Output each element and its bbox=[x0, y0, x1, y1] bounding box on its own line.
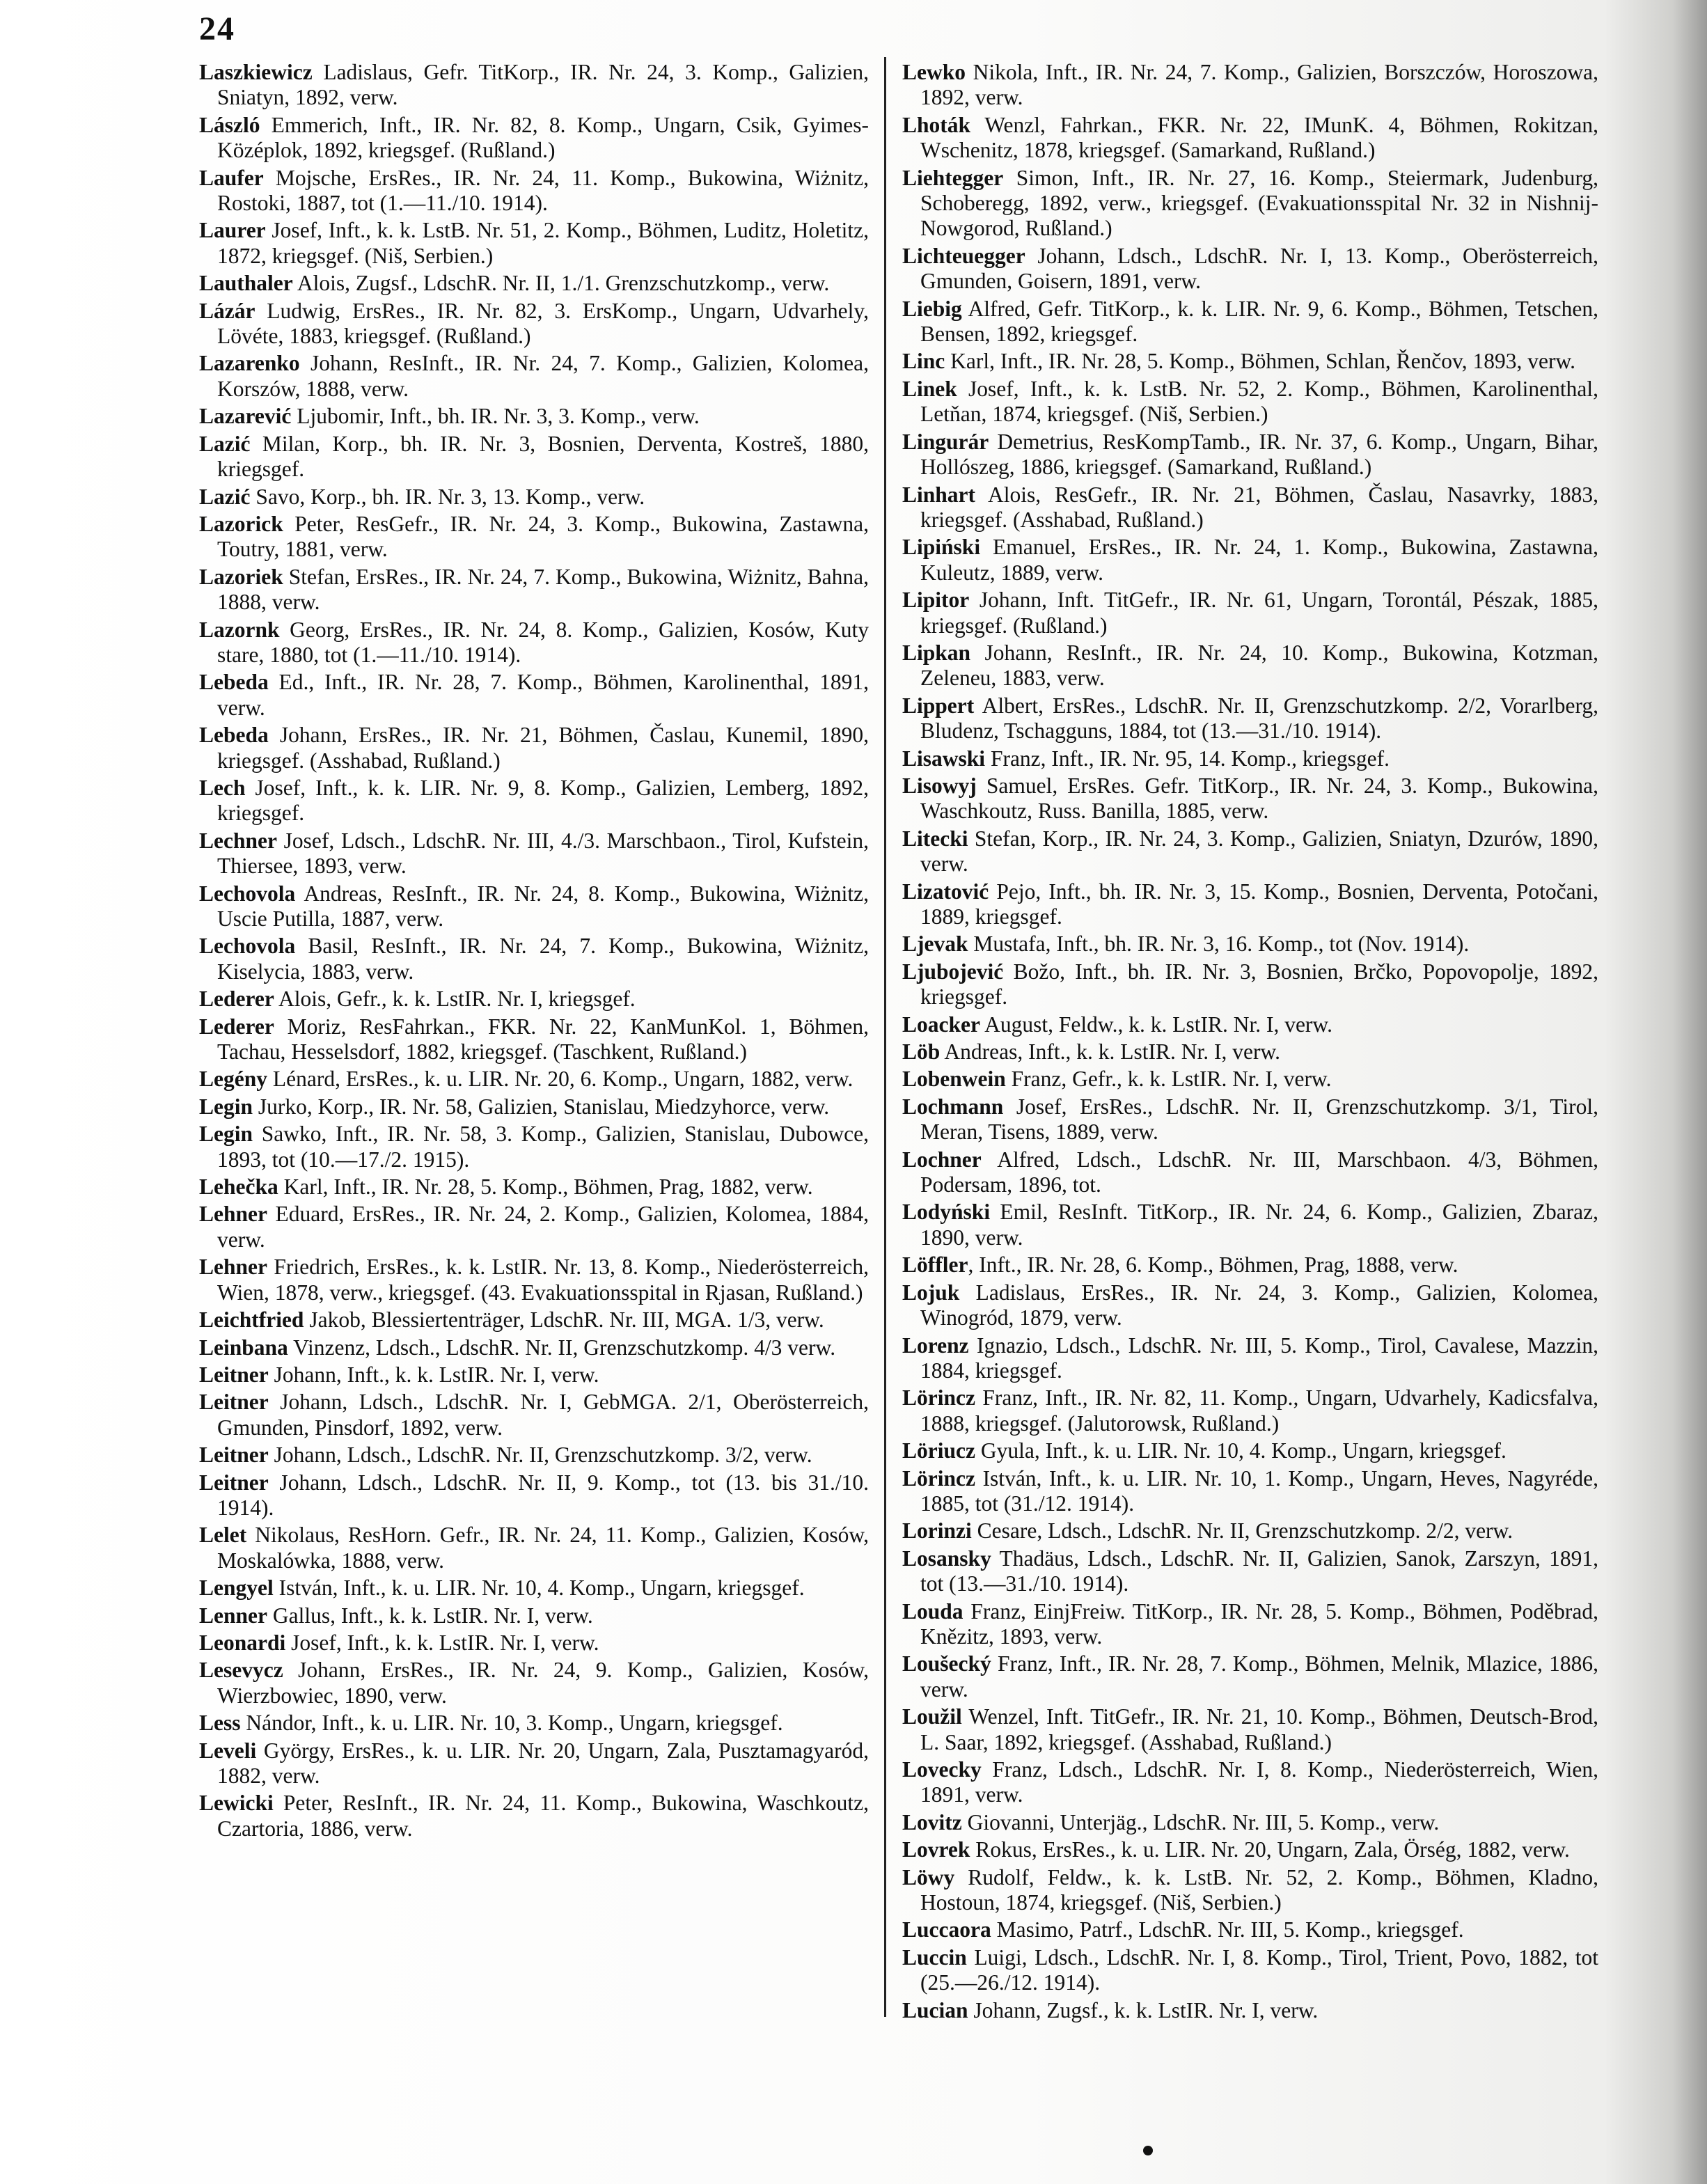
entry-details: Johann, ResInft., IR. Nr. 24, 10. Komp., Bukowina, Kotzman, Zeleneu, 1883, verw. bbox=[920, 640, 1598, 691]
entry-details: Rudolf, Feldw., k. k. LstB. Nr. 52, 2. Komp., Böhmen, Kladno, Hostoun, 1874, kriegsgef. (Niš, Serbien.) bbox=[920, 1864, 1598, 1915]
register-entry bbox=[199, 1603, 869, 1628]
entry-surname: Lovitz bbox=[902, 1809, 962, 1835]
entry-details: Johann, ErsRes., IR. Nr. 21, Böhmen, Časlau, Kunemil, 1890, kriegsgef. (Asshabad, Rußland.) bbox=[217, 723, 869, 773]
entry-details: Josef, Inft., k. k. LstB. Nr. 52, 2. Komp., Böhmen, Karolinenthal, Letňan, 1874, kriegsgef. (Niš, Serbien.) bbox=[920, 376, 1598, 427]
register-entry bbox=[199, 1443, 869, 1468]
entry-details: Gyula, Inft., k. u. LIR. Nr. 10, 4. Komp., Ungarn, kriegsgef. bbox=[975, 1438, 1507, 1463]
register-entry bbox=[199, 1067, 869, 1092]
entry-surname: Lazorick bbox=[199, 511, 283, 536]
entry-details: August, Feldw., k. k. LstIR. Nr. I, verw. bbox=[980, 1012, 1332, 1037]
register-entry bbox=[902, 349, 1598, 374]
page-number: 24 bbox=[199, 10, 235, 47]
register-entry bbox=[199, 218, 869, 269]
entry-surname: Linc bbox=[902, 349, 945, 374]
register-entry bbox=[199, 565, 869, 615]
right-column bbox=[902, 60, 1598, 2025]
left-column bbox=[199, 60, 869, 1844]
register-entry bbox=[199, 828, 869, 879]
register-entry bbox=[902, 297, 1598, 347]
register-entry bbox=[902, 430, 1598, 480]
entry-details: Rokus, ErsRes., k. u. LIR. Nr. 20, Ungarn, Zala, Örség, 1882, verw. bbox=[970, 1837, 1570, 1862]
entry-surname: Lingurár bbox=[902, 429, 989, 454]
entry-details: Giovanni, Unterjäg., LdschR. Nr. III, 5. Komp., verw. bbox=[961, 1809, 1440, 1835]
register-entry bbox=[902, 1757, 1598, 1808]
entry-details: , Inft., IR. Nr. 28, 6. Komp., Böhmen, Prag, 1888, verw. bbox=[968, 1252, 1458, 1278]
entry-surname: Lojuk bbox=[902, 1280, 960, 1305]
entry-details: Josef, Inft., k. k. LstB. Nr. 51, 2. Komp., Böhmen, Luditz, Holetitz, 1872, kriegsgef. (Niš, Serbien.) bbox=[217, 218, 869, 268]
entry-details: Franz, Inft., IR. Nr. 95, 14. Komp., kriegsgef. bbox=[985, 746, 1390, 771]
register-entry bbox=[199, 1014, 869, 1065]
entry-details: Josef, Inft., k. k. LIR. Nr. 9, 8. Komp., Galizien, Lemberg, 1892, kriegsgef. bbox=[217, 775, 869, 826]
entry-details: Sawko, Inft., IR. Nr. 58, 3. Komp., Galizien, Stanislau, Dubowce, 1893, tot (10.—17./2. 1915). bbox=[217, 1122, 869, 1172]
entry-details: Alois, ResGefr., IR. Nr. 21, Böhmen, Časlau, Nasavrky, 1883, kriegsgef. (Asshabad, Rußland.) bbox=[920, 482, 1598, 532]
entry-details: Basil, ResInft., IR. Nr. 24, 7. Komp., Bukowina, Wiżnitz, Kiselycia, 1883, verw. bbox=[217, 934, 869, 984]
register-entry bbox=[902, 1438, 1598, 1463]
entry-surname: Lewicki bbox=[199, 1791, 274, 1816]
register-entry bbox=[199, 113, 869, 164]
entry-surname: Louda bbox=[902, 1598, 963, 1624]
register-entry bbox=[199, 1307, 869, 1333]
entry-details: Pejo, Inft., bh. IR. Nr. 3, 15. Komp., Bosnien, Derventa, Potočani, 1889, kriegsgef. bbox=[920, 879, 1598, 929]
register-entry bbox=[902, 1546, 1598, 1597]
ink-dot bbox=[1143, 2146, 1153, 2155]
register-entry bbox=[199, 1470, 869, 1521]
entry-surname: Laufer bbox=[199, 165, 264, 190]
entry-surname: Lucian bbox=[902, 1997, 968, 2022]
entry-surname: Lazoriek bbox=[199, 564, 283, 589]
entry-details: Milan, Korp., bh. IR. Nr. 3, Bosnien, Derventa, Kostreš, 1880, kriegsgef. bbox=[217, 431, 869, 482]
entry-surname: Lewko bbox=[902, 60, 966, 84]
register-entry bbox=[199, 432, 869, 482]
entry-surname: Lederer bbox=[199, 1014, 274, 1039]
register-entry bbox=[902, 166, 1598, 242]
entry-surname: Lichteuegger bbox=[902, 243, 1025, 268]
entry-surname: Lisawski bbox=[902, 746, 986, 771]
entry-surname: Lengyel bbox=[199, 1576, 274, 1601]
register-entry bbox=[902, 1865, 1598, 1916]
entry-surname: Legin bbox=[199, 1122, 253, 1147]
entry-surname: Lörincz bbox=[902, 1385, 975, 1411]
register-entry bbox=[902, 959, 1598, 1010]
entry-surname: Löwy bbox=[902, 1864, 955, 1890]
entry-surname: Lebeda bbox=[199, 723, 269, 748]
entry-surname: Lehner bbox=[199, 1255, 267, 1280]
entry-details: Johann, Ldsch., LdschR. Nr. II, Grenzschutzkomp. 3/2, verw. bbox=[268, 1443, 812, 1468]
register-entry bbox=[902, 588, 1598, 638]
entry-surname: Loacker bbox=[902, 1012, 980, 1037]
entry-details: Andreas, ResInft., IR. Nr. 24, 8. Komp., Bukowina, Wiżnitz, Uscie Putilla, 1887, verw. bbox=[217, 881, 869, 931]
entry-surname: Löffler bbox=[902, 1252, 968, 1278]
entry-details: Ludwig, ErsRes., IR. Nr. 82, 3. ErsKomp., Ungarn, Udvarhely, Lövéte, 1883, kriegsgef. (Rußland.) bbox=[217, 298, 869, 349]
register-entry bbox=[199, 485, 869, 510]
entry-surname: Leveli bbox=[199, 1738, 257, 1763]
entry-surname: Linek bbox=[902, 376, 957, 401]
entry-surname: Ljevak bbox=[902, 932, 968, 957]
entry-surname: Leitner bbox=[199, 1443, 269, 1468]
register-entry bbox=[199, 1738, 869, 1789]
register-entry bbox=[199, 1094, 869, 1120]
entry-details: István, Inft., k. u. LIR. Nr. 10, 1. Komp., Ungarn, Heves, Nagyréde, 1885, tot (31./12. 1914). bbox=[920, 1466, 1598, 1516]
register-entry bbox=[199, 1631, 869, 1656]
register-entry bbox=[199, 987, 869, 1012]
entry-details: Franz, Gefr., k. k. LstIR. Nr. I, verw. bbox=[1005, 1067, 1332, 1092]
entry-surname: Lázár bbox=[199, 298, 255, 323]
entry-details: Masimo, Patrf., LdschR. Nr. III, 5. Komp., kriegsgef. bbox=[991, 1917, 1464, 1942]
entry-surname: Laurer bbox=[199, 218, 266, 243]
register-entry bbox=[902, 1945, 1598, 1996]
entry-details: Karl, Inft., IR. Nr. 28, 5. Komp., Böhmen, Schlan, Řenčov, 1893, verw. bbox=[945, 349, 1576, 374]
entry-details: Albert, ErsRes., LdschR. Nr. II, Grenzschutzkomp. 2/2, Vorarlberg, Bludenz, Tschagguns, 1884, tot (13.—31./10. 1914). bbox=[920, 693, 1598, 744]
register-entry bbox=[199, 934, 869, 984]
entry-surname: Leitner bbox=[199, 1470, 269, 1495]
entry-details: Emmerich, Inft., IR. Nr. 82, 8. Komp., Ungarn, Csik, Gyimes-Középlok, 1892, kriegsgef. (Rußland.) bbox=[217, 112, 869, 163]
register-entry bbox=[902, 60, 1598, 111]
entry-details: Jakob, Blessiertenträger, LdschR. Nr. III, MGA. 1/3, verw. bbox=[304, 1307, 824, 1333]
entry-surname: Löriucz bbox=[902, 1438, 975, 1463]
entry-details: Johann, Ldsch., LdschR. Nr. I, 13. Komp., Oberösterreich, Gmunden, Goisern, 1891, verw. bbox=[920, 243, 1598, 294]
register-entry bbox=[199, 1658, 869, 1708]
entry-surname: Lizatović bbox=[902, 879, 989, 904]
entry-details: Johann, ResInft., IR. Nr. 24, 7. Komp., Galizien, Kolomea, Korszów, 1888, verw. bbox=[217, 351, 869, 401]
entry-surname: Lochmann bbox=[902, 1094, 1004, 1119]
register-entry bbox=[199, 1576, 869, 1601]
entry-details: Josef, ErsRes., LdschR. Nr. II, Grenzschutzkomp. 3/1, Tirol, Meran, Tisens, 1889, verw. bbox=[920, 1094, 1598, 1145]
entry-surname: Lechovola bbox=[199, 881, 296, 906]
entry-surname: Lodyński bbox=[902, 1200, 991, 1225]
entry-surname: László bbox=[199, 112, 260, 137]
entry-details: Eduard, ErsRes., IR. Nr. 24, 2. Komp., Galizien, Kolomea, 1884, verw. bbox=[217, 1202, 869, 1252]
entry-details: Moriz, ResFahrkan., FKR. Nr. 22, KanMunKol. 1, Böhmen, Tachau, Hesselsdorf, 1882, kriegsgef. (Taschkent, Rußland.) bbox=[217, 1014, 869, 1064]
entry-surname: Less bbox=[199, 1711, 241, 1736]
entry-details: Wenzl, Fahrkan., FKR. Nr. 22, IMunK. 4, Böhmen, Rokitzan, Wschenitz, 1878, kriegsgef. (Samarkand, Rußland.) bbox=[920, 112, 1598, 163]
entry-details: Josef, Ldsch., LdschR. Nr. III, 4./3. Marschbaon., Tirol, Kufstein, Thiersee, 1893, verw. bbox=[217, 828, 869, 879]
register-entry bbox=[902, 1333, 1598, 1384]
register-entry bbox=[199, 1711, 869, 1736]
entry-details: Luigi, Ldsch., LdschR. Nr. I, 8. Komp., Tirol, Trient, Povo, 1882, tot (25.—26./12. 1914). bbox=[920, 1945, 1598, 1995]
entry-surname: Lauthaler bbox=[199, 271, 293, 296]
register-entry bbox=[199, 1523, 869, 1573]
entry-details: Ladislaus, ErsRes., IR. Nr. 24, 3. Komp., Galizien, Kolomea, Winogród, 1879, verw. bbox=[920, 1280, 1598, 1330]
register-entry bbox=[199, 1122, 869, 1172]
register-entry bbox=[902, 641, 1598, 691]
entry-details: Franz, Inft., IR. Nr. 82, 11. Komp., Ungarn, Udvarhely, Kadicsfalva, 1888, kriegsgef. (Jalutorowsk, Rußland.) bbox=[920, 1385, 1598, 1436]
entry-surname: Lederer bbox=[199, 987, 274, 1012]
register-entry bbox=[902, 1810, 1598, 1835]
entry-details: Savo, Korp., bh. IR. Nr. 3, 13. Komp., verw. bbox=[250, 484, 645, 509]
register-entry bbox=[199, 1335, 869, 1360]
entry-surname: Losansky bbox=[902, 1546, 991, 1571]
entry-details: Ladislaus, Gefr. TitKorp., IR. Nr. 24, 3. Komp., Galizien, Sniatyn, 1892, verw. bbox=[217, 60, 869, 110]
entry-details: Alfred, Gefr. TitKorp., k. k. LIR. Nr. 9, 6. Komp., Böhmen, Tetschen, Bensen, 1892, kriegsgef. bbox=[920, 296, 1598, 347]
register-entry bbox=[199, 351, 869, 402]
entry-surname: Lechovola bbox=[199, 934, 296, 959]
entry-details: Peter, ResInft., IR. Nr. 24, 11. Komp., Bukowina, Waschkoutz, Czartoria, 1886, verw. bbox=[217, 1791, 869, 1841]
entry-surname: Leitner bbox=[199, 1390, 269, 1415]
register-entry bbox=[199, 166, 869, 217]
entry-details: Franz, Ldsch., LdschR. Nr. I, 8. Komp., Niederösterreich, Wien, 1891, verw. bbox=[920, 1757, 1598, 1807]
entry-details: Emanuel, ErsRes., IR. Nr. 24, 1. Komp., Bukowina, Zastawna, Kuleutz, 1889, verw. bbox=[920, 535, 1598, 585]
register-entry bbox=[902, 879, 1598, 930]
register-entry bbox=[902, 1837, 1598, 1862]
entry-details: Franz, EinjFreiw. TitKorp., IR. Nr. 28, 5. Komp., Böhmen, Poděbrad, Knězitz, 1893, verw. bbox=[920, 1598, 1598, 1649]
entry-surname: Lechner bbox=[199, 828, 277, 853]
entry-details: Alois, Zugsf., LdschR. Nr. II, 1./1. Grenzschutzkomp., verw. bbox=[292, 271, 830, 296]
entry-details: Stefan, Korp., IR. Nr. 24, 3. Komp., Galizien, Sniatyn, Dzurów, 1890, verw. bbox=[920, 826, 1598, 877]
entry-surname: Linhart bbox=[902, 482, 976, 507]
entry-details: Nikola, Inft., IR. Nr. 24, 7. Komp., Galizien, Borszczów, Horoszowa, 1892, verw. bbox=[920, 60, 1598, 110]
register-entry bbox=[902, 1252, 1598, 1278]
entry-details: Karl, Inft., IR. Nr. 28, 5. Komp., Böhmen, Prag, 1882, verw. bbox=[278, 1175, 813, 1200]
entry-surname: Lehečka bbox=[199, 1175, 278, 1200]
entry-details: Vinzenz, Ldsch., LdschR. Nr. II, Grenzschutzkomp. 4/3 verw. bbox=[288, 1335, 836, 1360]
entry-details: Mustafa, Inft., bh. IR. Nr. 3, 16. Komp., tot (Nov. 1914). bbox=[968, 932, 1470, 957]
register-entry bbox=[902, 1200, 1598, 1250]
register-entry bbox=[199, 1202, 869, 1252]
register-entry bbox=[902, 1917, 1598, 1942]
entry-surname: Lelet bbox=[199, 1523, 247, 1548]
entry-surname: Leichtfried bbox=[199, 1307, 304, 1333]
entry-surname: Lazić bbox=[199, 431, 251, 456]
entry-details: Nikolaus, ResHorn. Gefr., IR. Nr. 24, 11. Komp., Galizien, Kosów, Moskalówka, 1888, verw. bbox=[217, 1523, 869, 1573]
entry-details: Stefan, ErsRes., IR. Nr. 24, 7. Komp., Bukowina, Wiżnitz, Bahna, 1888, verw. bbox=[217, 564, 869, 615]
entry-surname: Lhoták bbox=[902, 112, 971, 137]
register-entry bbox=[902, 1147, 1598, 1198]
register-entry bbox=[199, 60, 869, 111]
register-entry bbox=[902, 1518, 1598, 1543]
register-entry bbox=[199, 776, 869, 826]
register-entry bbox=[902, 693, 1598, 744]
entry-details: Friedrich, ErsRes., k. k. LstIR. Nr. 13, 8. Komp., Niederösterreich, Wien, 1878, verw., kriegsgef. (43. Evakuationsspital in Rjasan, Rußland.) bbox=[217, 1255, 869, 1305]
entry-details: Alfred, Ldsch., LdschR. Nr. III, Marschbaon. 4/3, Böhmen, Podersam, 1896, tot. bbox=[920, 1147, 1598, 1197]
entry-surname: Liehtegger bbox=[902, 165, 1004, 190]
register-entry bbox=[902, 244, 1598, 294]
entry-details: Simon, Inft., IR. Nr. 27, 16. Komp., Steiermark, Judenburg, Schoberegg, 1892, verw., kriegsgef. (Evakuationsspital Nr. 32 in Nishnij-Nowgorod, Rußland.) bbox=[920, 165, 1598, 241]
register-entry bbox=[902, 1704, 1598, 1755]
register-entry bbox=[199, 723, 869, 773]
entry-surname: Leonardi bbox=[199, 1630, 286, 1655]
entry-surname: Lazarenko bbox=[199, 351, 300, 376]
register-entry bbox=[902, 1280, 1598, 1331]
entry-surname: Lovrek bbox=[902, 1837, 970, 1862]
register-entry bbox=[902, 1466, 1598, 1517]
entry-details: Gallus, Inft., k. k. LstIR. Nr. I, verw. bbox=[267, 1603, 593, 1628]
register-entry bbox=[199, 299, 869, 349]
entry-details: Georg, ErsRes., IR. Nr. 24, 8. Komp., Galizien, Kosów, Kuty stare, 1880, tot (1.—11./10. 1914). bbox=[217, 617, 869, 667]
entry-details: Jurko, Korp., IR. Nr. 58, Galizien, Stanislau, Miedzyhorce, verw. bbox=[253, 1094, 830, 1119]
entry-details: Franz, Inft., IR. Nr. 28, 7. Komp., Böhmen, Melnik, Mlazice, 1886, verw. bbox=[920, 1651, 1598, 1702]
register-entry bbox=[199, 271, 869, 296]
entry-details: Josef, Inft., k. k. LstIR. Nr. I, verw. bbox=[285, 1630, 599, 1655]
entry-surname: Lazornk bbox=[199, 617, 280, 642]
register-entry bbox=[902, 535, 1598, 586]
entry-surname: Lech bbox=[199, 775, 246, 800]
entry-surname: Lebeda bbox=[199, 670, 269, 695]
entry-surname: Legin bbox=[199, 1094, 253, 1119]
entry-details: Božo, Inft., bh. IR. Nr. 3, Bosnien, Brčko, Popovopolje, 1892, kriegsgef. bbox=[920, 959, 1598, 1009]
entry-surname: Lorinzi bbox=[902, 1518, 972, 1543]
register-entry bbox=[902, 1067, 1598, 1092]
entry-surname: Löb bbox=[902, 1039, 941, 1064]
entry-details: Andreas, Inft., k. k. LstIR. Nr. I, verw. bbox=[940, 1039, 1281, 1064]
entry-surname: Loužil bbox=[902, 1704, 962, 1729]
entry-surname: Lochner bbox=[902, 1147, 982, 1172]
entry-surname: Legény bbox=[199, 1067, 267, 1092]
entry-details: Johann, Inft. TitGefr., IR. Nr. 61, Ungarn, Torontál, Pészak, 1885, kriegsgef. (Rußland.) bbox=[920, 588, 1598, 638]
register-entry bbox=[199, 512, 869, 563]
entry-surname: Lenner bbox=[199, 1603, 267, 1628]
entry-surname: Lisowyj bbox=[902, 773, 977, 798]
entry-surname: Laszkiewicz bbox=[199, 60, 313, 84]
register-entry bbox=[902, 377, 1598, 427]
register-entry bbox=[199, 1362, 869, 1388]
register-entry bbox=[199, 404, 869, 429]
entry-surname: Lesevycz bbox=[199, 1658, 283, 1683]
register-entry bbox=[902, 1599, 1598, 1650]
entry-surname: Luccin bbox=[902, 1945, 967, 1970]
entry-details: Johann, Ldsch., LdschR. Nr. I, GebMGA. 2/1, Oberösterreich, Gmunden, Pinsdorf, 1892, verw. bbox=[217, 1390, 869, 1440]
entry-details: István, Inft., k. u. LIR. Nr. 10, 4. Komp., Ungarn, kriegsgef. bbox=[273, 1576, 805, 1601]
register-entry bbox=[902, 482, 1598, 533]
entry-details: Alois, Gefr., k. k. LstIR. Nr. I, kriegsgef. bbox=[274, 987, 636, 1012]
entry-details: Wenzel, Inft. TitGefr., IR. Nr. 21, 10. Komp., Böhmen, Deutsch-Brod, L. Saar, 1892, kriegsgef. (Asshabad, Rußland.) bbox=[920, 1704, 1598, 1754]
register-entry bbox=[199, 670, 869, 721]
entry-details: Nándor, Inft., k. u. LIR. Nr. 10, 3. Komp., Ungarn, kriegsgef. bbox=[240, 1711, 783, 1736]
register-entry bbox=[902, 1385, 1598, 1436]
entry-surname: Ljubojević bbox=[902, 959, 1004, 984]
entry-surname: Leinbana bbox=[199, 1335, 288, 1360]
register-entry bbox=[902, 1998, 1598, 2023]
entry-surname: Lobenwein bbox=[902, 1067, 1006, 1092]
entry-details: Johann, ErsRes., IR. Nr. 24, 9. Komp., Galizien, Kosów, Wierzbowiec, 1890, verw. bbox=[217, 1658, 869, 1708]
entry-surname: Lipitor bbox=[902, 588, 970, 613]
register-entry bbox=[902, 773, 1598, 824]
entry-surname: Liebig bbox=[902, 296, 962, 321]
entry-details: Cesare, Ldsch., LdschR. Nr. II, Grenzschutzkomp. 2/2, verw. bbox=[971, 1518, 1513, 1543]
register-entry bbox=[902, 1012, 1598, 1037]
entry-surname: Lazić bbox=[199, 484, 251, 509]
entry-surname: Lippert bbox=[902, 693, 975, 718]
entry-details: Peter, ResGefr., IR. Nr. 24, 3. Komp., Bukowina, Zastawna, Toutry, 1881, verw. bbox=[217, 511, 869, 562]
entry-details: Johann, Zugsf., k. k. LstIR. Nr. I, verw. bbox=[968, 1997, 1319, 2022]
entry-surname: Loušecký bbox=[902, 1651, 991, 1676]
entry-surname: Lörincz bbox=[902, 1466, 975, 1491]
column-divider bbox=[884, 57, 886, 2017]
entry-details: Mojsche, ErsRes., IR. Nr. 24, 11. Komp., Bukowina, Wiżnitz, Rostoki, 1887, tot (1.—11./10. 1914). bbox=[217, 165, 869, 216]
entry-details: Ljubomir, Inft., bh. IR. Nr. 3, 3. Komp., verw. bbox=[291, 404, 700, 429]
entry-surname: Luccaora bbox=[902, 1917, 991, 1942]
entry-surname: Lovecky bbox=[902, 1757, 982, 1782]
entry-details: Thadäus, Ldsch., LdschR. Nr. II, Galizien, Sanok, Zarszyn, 1891, tot (13.—31./10. 1914). bbox=[920, 1546, 1598, 1596]
register-entry bbox=[199, 881, 869, 932]
register-entry bbox=[902, 113, 1598, 164]
register-entry bbox=[902, 746, 1598, 771]
entry-surname: Lipkan bbox=[902, 640, 971, 665]
entry-details: Johann, Inft., k. k. LstIR. Nr. I, verw. bbox=[268, 1362, 599, 1387]
entry-surname: Litecki bbox=[902, 826, 968, 851]
register-entry bbox=[199, 618, 869, 668]
entry-details: Samuel, ErsRes. Gefr. TitKorp., IR. Nr. 24, 3. Komp., Bukowina, Waschkoutz, Russ. Banilla, 1885, verw. bbox=[920, 773, 1598, 824]
entry-details: Ed., Inft., IR. Nr. 28, 7. Komp., Böhmen, Karolinenthal, 1891, verw. bbox=[217, 670, 869, 720]
register-entry bbox=[902, 932, 1598, 957]
entry-details: Emil, ResInft. TitKorp., IR. Nr. 24, 6. Komp., Galizien, Zbaraz, 1890, verw. bbox=[920, 1200, 1598, 1250]
entry-surname: Lorenz bbox=[902, 1333, 969, 1358]
register-entry bbox=[199, 1390, 869, 1440]
entry-details: Lénard, ErsRes., k. u. LIR. Nr. 20, 6. Komp., Ungarn, 1882, verw. bbox=[267, 1067, 854, 1092]
entry-details: György, ErsRes., k. u. LIR. Nr. 20, Ungarn, Zala, Pusztamagyaród, 1882, verw. bbox=[217, 1738, 869, 1788]
entry-surname: Lehner bbox=[199, 1202, 267, 1227]
register-entry bbox=[199, 1175, 869, 1200]
register-entry bbox=[902, 826, 1598, 877]
entry-surname: Lazarević bbox=[199, 404, 292, 429]
register-entry bbox=[902, 1651, 1598, 1702]
entry-details: Demetrius, ResKompTamb., IR. Nr. 37, 6. Komp., Ungarn, Bihar, Hollószeg, 1886, kriegsgef. (Samarkand, Rußland.) bbox=[920, 429, 1598, 480]
register-entry bbox=[199, 1255, 869, 1305]
register-entry bbox=[199, 1791, 869, 1841]
register-entry bbox=[902, 1094, 1598, 1145]
entry-surname: Leitner bbox=[199, 1362, 269, 1387]
register-entry bbox=[902, 1039, 1598, 1064]
entry-details: Johann, Ldsch., LdschR. Nr. II, 9. Komp., tot (13. bis 31./10. 1914). bbox=[217, 1470, 869, 1520]
entry-details: Ignazio, Ldsch., LdschR. Nr. III, 5. Komp., Tirol, Cavalese, Mazzin, 1884, kriegsgef. bbox=[920, 1333, 1598, 1383]
entry-surname: Lipiński bbox=[902, 535, 981, 560]
